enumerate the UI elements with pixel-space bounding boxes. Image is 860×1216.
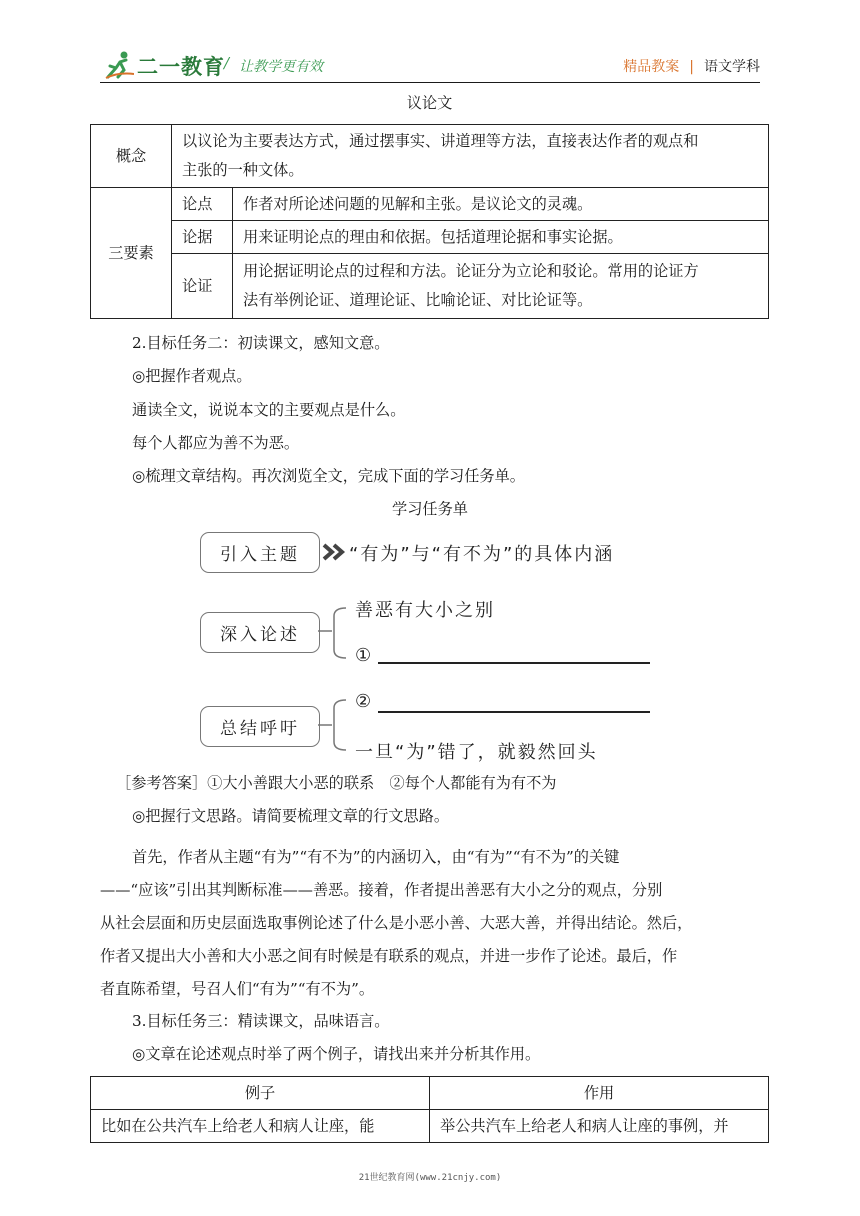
concept-line: 主张的一种文体。 — [182, 161, 304, 179]
diagram-box-summary: 总结呼吁 — [200, 706, 320, 747]
discussion-item: 善恶有大小之别 — [355, 600, 495, 621]
element-label: 论证 — [172, 254, 233, 319]
element-text-cell — [233, 254, 769, 319]
blank-line — [378, 711, 650, 713]
table-title: 议论文 — [406, 94, 453, 112]
sub-heading: ◎梳理文章结构。再次浏览全文，完成下面的学习任务单。 — [132, 467, 525, 485]
element-label: 论点 — [172, 188, 233, 221]
element-text: 法有举例论证、道理论证、比喻论证、对比论证等。 — [243, 291, 593, 309]
diagram-title: 学习任务单 — [392, 500, 468, 518]
element-label: 论据 — [172, 221, 233, 254]
table-cell: 比如在公共汽车上给老人和病人让座，能 — [91, 1110, 430, 1143]
page-footer: 21世纪教育网(www.21cnjy.com) — [358, 1173, 502, 1183]
page-header — [0, 0, 860, 92]
header-subject — [623, 56, 760, 76]
intro-content: “有为”与“有不为”的具体内涵 — [349, 544, 615, 565]
concept-label: 概念 — [91, 125, 172, 188]
sub-heading: ◎文章在论述观点时举了两个例子，请找出来并分析其作用。 — [132, 1045, 541, 1063]
question-text: 通读全文，说说本文的主要观点是什么。 — [132, 401, 406, 419]
paragraph-line: 者直陈希望，号召人们“有为”“有不为”。 — [100, 980, 375, 998]
element-text: 用论据证明论点的过程和方法。论证分为立论和驳论。常用的论证方 — [243, 262, 699, 280]
blank-line — [378, 662, 650, 664]
table-row — [91, 1110, 769, 1143]
reference-answer: ［参考答案］①大小善跟大小恶的联系 ②每个人都能有为有不为 — [116, 774, 557, 792]
header-category: 精品教案 — [623, 59, 680, 75]
bracket-connector-icon — [318, 698, 352, 754]
table-row — [91, 125, 769, 188]
paragraph-outline — [100, 841, 760, 1006]
paragraph-line: 从社会层面和历史层面选取事例论述了什么是小恶小善、大恶大善，并得出结论。然后， — [100, 914, 693, 932]
runner-logo-icon — [104, 50, 134, 80]
slogan-divider: / — [224, 54, 230, 72]
slogan: 让教学更有效 — [239, 59, 323, 75]
double-chevron-icon — [322, 543, 346, 561]
header-divider — [100, 82, 760, 83]
element-text: 作者对所论述问题的见解和主张。是议论文的灵魂。 — [233, 188, 769, 221]
task-three-heading: 3.目标任务三：精读课文，品味语言。 — [132, 1012, 390, 1030]
concept-cell — [172, 125, 769, 188]
paragraph-line: 作者又提出大小善和大小恶之间有时候是有联系的观点，并进一步作了论述。最后，作 — [100, 947, 678, 965]
column-header: 作用 — [430, 1077, 769, 1110]
task-two-heading: 2.目标任务二：初读课文，感知文意。 — [132, 334, 390, 352]
bracket-connector-icon — [318, 606, 352, 662]
answer-text: 每个人都应为善不为恶。 — [132, 434, 300, 452]
discussion-blank-number: ① — [355, 645, 374, 666]
concept-line: 以议论为主要表达方式，通过摆事实、讲道理等方法，直接表达作者的观点和 — [182, 132, 699, 150]
paragraph-line: ——“应该”引出其判断标准——善恶。接着，作者提出善恶有大小之分的观点，分别 — [100, 881, 663, 899]
diagram-box-intro: 引入主题 — [200, 532, 320, 573]
summary-item: 一旦“为”错了，就毅然回头 — [355, 742, 598, 763]
logo-text: 二一教育 — [137, 55, 225, 79]
essay-elements-table — [90, 124, 769, 319]
examples-table — [90, 1076, 769, 1143]
table-row — [91, 254, 769, 319]
sub-heading: ◎把握行文思路。请简要梳理文章的行文思路。 — [132, 807, 450, 825]
header-separator: | — [689, 59, 694, 75]
element-text: 用来证明论点的理由和依据。包括道理论据和事实论据。 — [233, 221, 769, 254]
summary-blank-number: ② — [355, 691, 374, 712]
table-row — [91, 188, 769, 221]
sub-heading: ◎把握作者观点。 — [132, 367, 252, 385]
column-header: 例子 — [91, 1077, 430, 1110]
diagram-box-discussion: 深入论述 — [200, 612, 320, 653]
table-row — [91, 1077, 769, 1110]
table-row — [91, 221, 769, 254]
elements-label: 三要素 — [91, 188, 172, 319]
table-cell: 举公共汽车上给老人和病人让座的事例，并 — [430, 1110, 769, 1143]
header-subject-label: 语文学科 — [704, 59, 760, 75]
paragraph-line: 首先，作者从主题“有为”“有不为”的内涵切入，由“有为”“有不为”的关键 — [132, 848, 620, 866]
